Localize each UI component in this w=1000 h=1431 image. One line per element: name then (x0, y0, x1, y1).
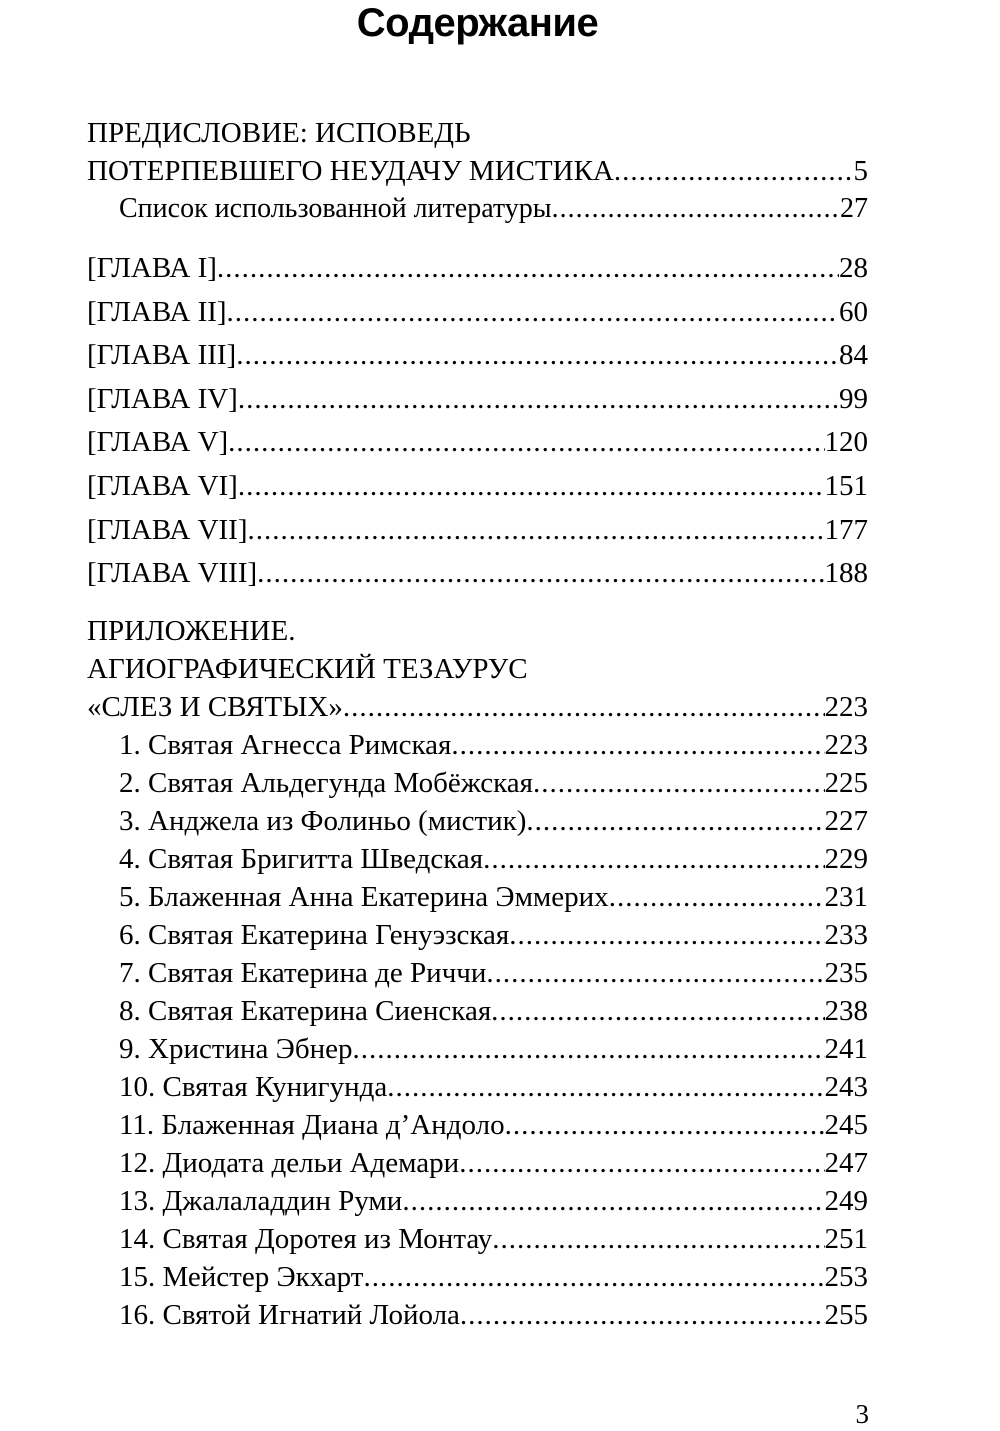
toc-entry-appendix[interactable] (87, 688, 868, 726)
chapters-section (87, 247, 868, 596)
toc-entry-label: 1. Святая Агнесса Римская (119, 729, 452, 761)
toc-entry-label: [ГЛАВА VI] (87, 469, 238, 502)
dot-leader (227, 291, 839, 335)
toc-entry-page: 235 (824, 957, 868, 989)
toc-entry-label: 5. Блаженная Анна Екатерина Эммерих (119, 881, 609, 913)
toc-entry-page: 233 (824, 919, 868, 951)
toc-entry-label: [ГЛАВА IV] (87, 382, 238, 415)
toc-entry-saint[interactable] (87, 1182, 868, 1220)
dot-leader (614, 152, 854, 190)
toc-entry-chapter[interactable] (87, 378, 868, 422)
toc-entry-chapter[interactable] (87, 247, 868, 291)
dot-leader (257, 552, 824, 596)
toc-entry-saint[interactable] (87, 1144, 868, 1182)
page-number: 3 (855, 1399, 869, 1429)
dot-leader (387, 1068, 824, 1106)
toc-entry-label: 3. Анджела из Фолиньо (мистик) (119, 805, 527, 837)
toc-entry-page: 177 (824, 513, 868, 546)
dot-leader (459, 1144, 824, 1182)
toc-entry-saint[interactable] (87, 802, 868, 840)
dot-leader (238, 378, 839, 422)
toc-entry-page: 151 (824, 469, 868, 502)
toc-entry-saint[interactable] (87, 1220, 868, 1258)
dot-leader (609, 878, 825, 916)
toc-entry-label: 14. Святая Доротея из Монтау (119, 1223, 493, 1255)
toc-entry-label: 10. Святая Кунигунда (119, 1071, 388, 1103)
toc-entry-page: 247 (824, 1147, 868, 1179)
toc-entry-page: 251 (824, 1223, 868, 1255)
toc-entry-label: 6. Святая Екатерина Генуэзская (119, 919, 510, 951)
dot-leader (402, 1182, 824, 1220)
toc-entry-page: 27 (840, 193, 868, 224)
dot-leader (352, 1030, 824, 1068)
toc-entry-page: 245 (824, 1109, 868, 1141)
preface-title-line1: ПРЕДИСЛОВИЕ: ИСПОВЕДЬ (87, 117, 471, 149)
toc-entry-label: 8. Святая Екатерина Сиенская (119, 995, 492, 1027)
dot-leader (247, 509, 824, 553)
dot-leader (460, 1296, 825, 1334)
toc-entry-saint[interactable] (87, 916, 868, 954)
toc-entry-preface[interactable] (87, 152, 868, 190)
toc-entry-saint[interactable] (87, 954, 868, 992)
toc-entry-label: [ГЛАВА V] (87, 426, 229, 459)
toc-entry-chapter[interactable] (87, 552, 868, 596)
toc-entry-saint[interactable] (87, 992, 868, 1030)
toc-entry-bibliography[interactable] (87, 190, 868, 228)
toc-entry-page: 227 (824, 805, 868, 837)
dot-leader (483, 840, 824, 878)
toc-entry-saint[interactable] (87, 764, 868, 802)
toc-entry-label: «СЛЕЗ И СВЯТЫХ» (87, 691, 343, 723)
toc-entry-page: 241 (824, 1033, 868, 1065)
toc-entry-page: 120 (824, 426, 868, 459)
toc-entry-saint[interactable] (87, 840, 868, 878)
dot-leader (491, 992, 824, 1030)
toc-entry-label: [ГЛАВА VII] (87, 513, 248, 546)
toc-entry-label: 11. Блаженная Диана д’Андоло (119, 1109, 505, 1141)
toc-entry-label: [ГЛАВА I] (87, 252, 217, 284)
dot-leader (505, 1106, 825, 1144)
toc-entry-saint[interactable] (87, 1030, 868, 1068)
toc-entry-label: 12. Диодата дельи Адемари (119, 1147, 460, 1179)
dot-leader (533, 764, 825, 802)
appendix-entries (87, 726, 868, 1334)
toc-entry-chapter[interactable] (87, 509, 868, 553)
dot-leader (492, 1220, 824, 1258)
dot-leader (228, 421, 824, 465)
dot-leader (509, 916, 824, 954)
toc-entry-saint[interactable] (87, 1296, 868, 1334)
appendix-title-line2: АГИОГРАФИЧЕСКИЙ ТЕЗАУРУС (87, 653, 528, 685)
toc-entry-page: 229 (824, 843, 868, 875)
toc-entry-page: 249 (824, 1185, 868, 1217)
dot-leader (343, 688, 825, 726)
dot-leader (363, 1258, 824, 1296)
toc-entry-label: 9. Христина Эбнер (119, 1033, 353, 1065)
toc-entry-page: 231 (824, 881, 868, 913)
toc-entry-page: 60 (839, 295, 868, 328)
toc-entry-saint[interactable] (87, 1106, 868, 1144)
toc-entry-label: ПОТЕРПЕВШЕГО НЕУДАЧУ МИСТИКА (87, 155, 614, 187)
dot-leader (486, 954, 824, 992)
toc-entry-saint[interactable] (87, 1068, 868, 1106)
page-title: Содержание (356, 1, 599, 45)
toc-entry-saint[interactable] (87, 878, 868, 916)
toc-entry-saint[interactable] (87, 1258, 868, 1296)
toc-entry-label: Список использованной литературы (119, 193, 552, 224)
dot-leader (526, 802, 824, 840)
toc-entry-label: 4. Святая Бригитта Шведская (119, 843, 484, 875)
toc-entry-label: 7. Святая Екатерина де Риччи (119, 957, 487, 989)
preface-section (87, 114, 868, 228)
toc-entry-label: 2. Святая Альдегунда Мобёжская (119, 767, 533, 799)
toc-entry-page: 243 (824, 1071, 868, 1103)
dot-leader (552, 190, 840, 228)
toc-entry-label: 15. Мейстер Экхарт (119, 1261, 364, 1293)
toc-entry-page: 188 (824, 557, 868, 590)
toc-entry-page: 223 (824, 729, 868, 761)
toc-entry-label: 16. Святой Игнатий Лойола (119, 1299, 460, 1331)
dot-leader (217, 247, 839, 291)
dot-leader (236, 334, 839, 378)
toc-entry-page: 225 (824, 767, 868, 799)
toc-entry-chapter[interactable] (87, 465, 868, 509)
dot-leader (238, 465, 825, 509)
appendix-title-line1: ПРИЛОЖЕНИЕ. (87, 615, 296, 647)
toc-entry-page: 28 (839, 252, 868, 284)
toc-entry-page: 5 (853, 155, 868, 187)
toc-entry-chapter[interactable] (87, 421, 868, 465)
toc-entry-label: [ГЛАВА VIII] (87, 557, 258, 590)
toc-entry-label: 13. Джалаладдин Руми (119, 1185, 403, 1217)
toc-entry-page: 99 (839, 382, 868, 415)
dot-leader (451, 726, 824, 764)
toc-entry-chapter[interactable] (87, 334, 868, 378)
appendix-section (87, 612, 868, 1334)
toc-entry-page: 84 (839, 339, 868, 372)
toc-entry-page: 238 (824, 995, 868, 1027)
toc-entry-chapter[interactable] (87, 291, 868, 335)
toc-entry-saint[interactable] (87, 726, 868, 764)
toc-entry-page: 253 (824, 1261, 868, 1293)
toc-entry-label: [ГЛАВА III] (87, 339, 237, 372)
toc-entry-page: 223 (824, 691, 868, 723)
toc-entry-label: [ГЛАВА II] (87, 295, 227, 328)
toc-entry-page: 255 (824, 1299, 868, 1331)
